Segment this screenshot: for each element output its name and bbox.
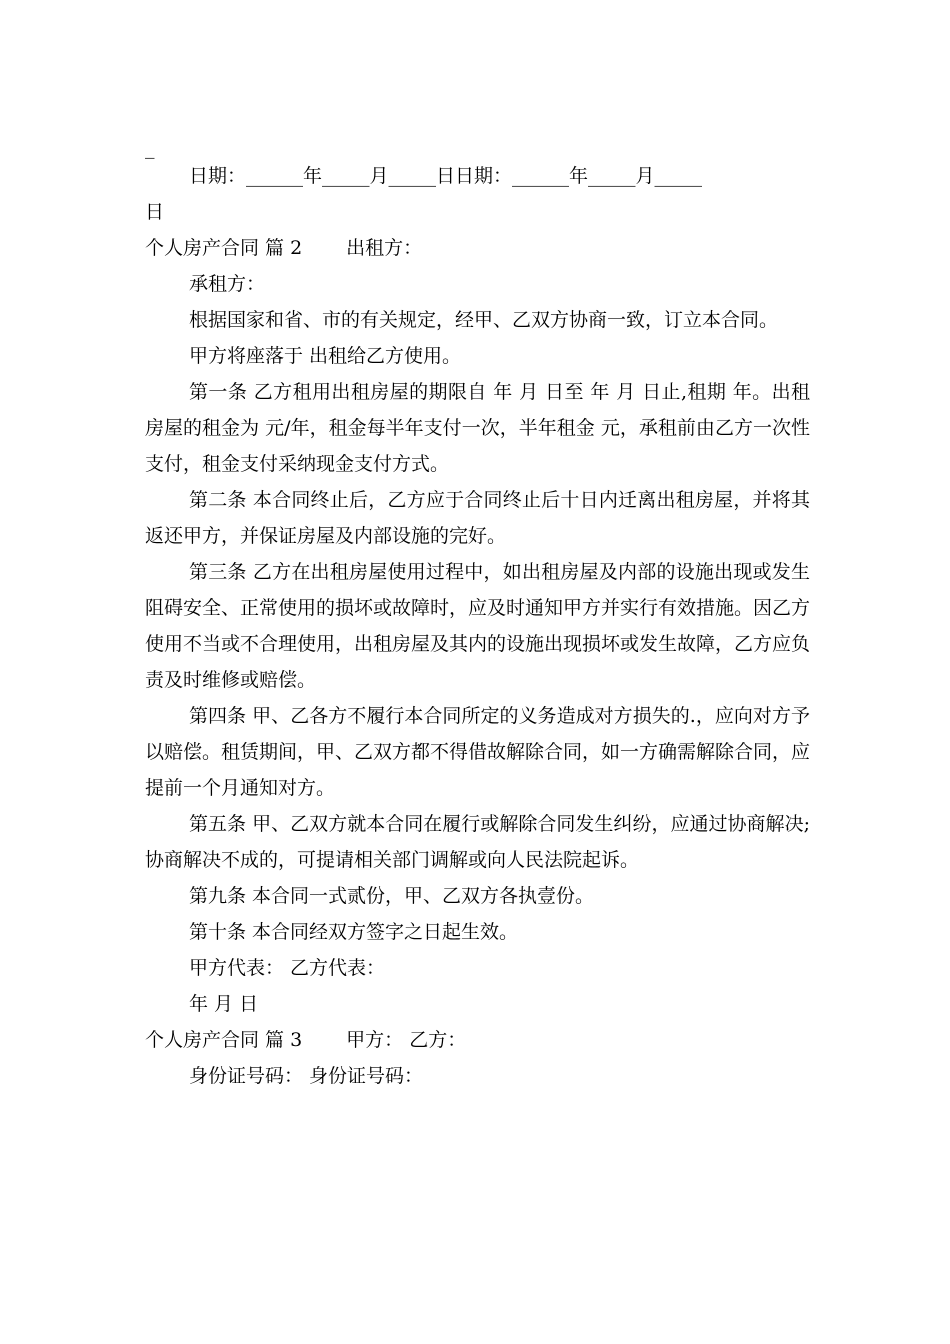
section-2-heading <box>145 230 810 266</box>
section-3-title: 个人房产合同 篇 3 <box>145 1029 303 1051</box>
article-10: 第十条 本合同经双方签字之日起生效。 <box>189 921 519 943</box>
id-number-line: 身份证号码： 身份证号码： <box>189 1065 424 1087</box>
article-9: 第九条 本合同一式贰份，甲、乙双方各执壹份。 <box>189 885 595 907</box>
document-page <box>145 122 810 1094</box>
section-3-party: 甲方： 乙方： <box>346 1029 467 1051</box>
article-3: 第三条 乙方在出租房屋使用过程中，如出租房屋及内部的设施出现或发生阻碍安全、正常使用的损坏或故障时，应及时通知甲方并实行有效措施。因乙方使用不当或不合理使用，出租房屋及其内的设施出现损坏或发生故障，乙方应负责及时维修或赔偿。 <box>145 561 811 691</box>
article-4: 第四条 甲、乙各方不履行本合同所定的义务造成对方损失的.，应向对方予以赔偿。租赁期间，甲、乙双方都不得借故解除合同，如一方确需解除合同，应提前一个月通知对方。 <box>145 705 811 799</box>
section-2-party: 出租方： <box>346 237 423 259</box>
article-5: 第五条 甲、乙双方就本合同在履行或解除合同发生纠纷，应通过协商解决;协商解决不成的，可提请相关部门调解或向人民法院起诉。 <box>145 813 810 871</box>
lessee-label: 承租方： <box>189 273 266 295</box>
signature-date: 年 月 日 <box>189 993 259 1015</box>
paragraph-intro: 根据国家和省、市的有关规定，经甲、乙双方协商一致，订立本合同。 <box>189 309 779 331</box>
top-mark: _ <box>145 137 155 159</box>
article-2: 第二条 本合同终止后，乙方应于合同终止后十日内迁离出租房屋，并将其返还甲方，并保证房屋及内部设施的完好。 <box>145 489 810 547</box>
section-2-title: 个人房产合同 篇 2 <box>145 237 303 259</box>
date-line: 日期：______年_____月_____日日期：______年_____月_____ <box>189 165 703 187</box>
article-1: 第一条 乙方租用出租房屋的期限自 年 月 日至 年 月 日止,租期 年。出租房屋的租金为 元/年，租金每半年支付一次，半年租金 元，承租前由乙方一次性支付，租金支付采纳现金支付方式。 <box>145 381 810 475</box>
date-line-tail: 日 <box>145 201 165 223</box>
signature-line: 甲方代表： 乙方代表： <box>189 957 386 979</box>
section-3-heading <box>145 1022 810 1058</box>
paragraph-location: 甲方将座落于 出租给乙方使用。 <box>189 345 462 367</box>
